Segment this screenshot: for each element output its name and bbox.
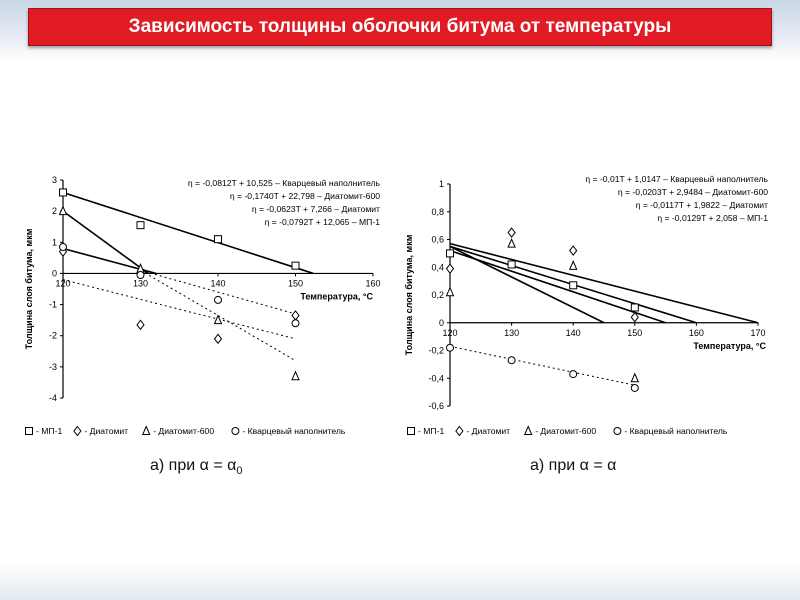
plot-area	[24, 175, 381, 436]
x-tick-label: 130	[132, 278, 149, 289]
data-point	[215, 296, 222, 303]
data-point	[631, 374, 638, 382]
x-tick-label: 130	[504, 327, 520, 338]
data-point	[631, 384, 638, 391]
chart-left	[18, 168, 384, 446]
caption-left-text: а) при α = α	[150, 457, 237, 474]
data-point	[447, 250, 454, 257]
legend-label: - Кварцевый наполнитель	[624, 426, 728, 436]
caption-right	[530, 457, 616, 475]
regression-equation: η = -0,0623T + 7,266 – Диатомит	[251, 204, 380, 214]
data-point	[60, 243, 67, 250]
legend-marker	[74, 427, 81, 436]
y-tick-label: 0,4	[431, 262, 444, 273]
trend-line	[450, 244, 758, 323]
caption-right-text: а) при α = α	[530, 457, 617, 474]
x-tick-label: 150	[627, 327, 643, 338]
legend-label: - МП-1	[36, 426, 63, 436]
legend-label: - Диатомит-600	[535, 426, 597, 436]
x-tick-label: 120	[55, 278, 71, 289]
legend-label: - Кварцевый наполнитель	[242, 426, 346, 436]
data-point	[215, 334, 222, 343]
x-tick-label: 160	[688, 327, 704, 338]
legend-marker	[232, 428, 239, 435]
footer-background	[0, 560, 800, 600]
y-tick-label: 0	[438, 317, 444, 328]
data-point	[215, 236, 222, 243]
slide-title: Зависимость толщины оболочки битума от температуры	[128, 16, 672, 37]
y-tick-label: 0,6	[431, 234, 444, 245]
data-point	[292, 311, 299, 320]
chart-right	[400, 168, 776, 446]
legend-marker	[614, 428, 621, 435]
caption-left-subscript: 0	[236, 465, 243, 478]
data-point	[447, 288, 454, 296]
trend-line	[63, 211, 148, 273]
y-tick-label: 0	[51, 268, 57, 279]
data-point	[137, 222, 144, 229]
trend-line	[450, 251, 666, 323]
y-tick-label: -3	[48, 361, 57, 372]
data-point	[137, 320, 144, 329]
data-point	[447, 264, 454, 273]
x-tick-label: 140	[210, 278, 226, 289]
data-point	[508, 228, 515, 237]
legend-marker	[408, 428, 415, 435]
data-point	[447, 344, 454, 351]
y-tick-label: -4	[48, 393, 57, 403]
caption-left	[150, 457, 242, 477]
y-tick-label: -0,4	[428, 373, 444, 384]
data-point	[292, 320, 299, 327]
y-tick-label: 0,2	[431, 290, 444, 300]
data-point	[137, 271, 144, 278]
y-tick-label: -0,6	[428, 401, 444, 411]
regression-equation: η = -0,0117T + 1,9822 – Диатомит	[635, 200, 768, 210]
data-point	[60, 207, 67, 215]
regression-equation: η = -0,0812T + 10,525 – Кварцевый наполнитель	[187, 178, 380, 188]
legend-label: - Диатомит-600	[153, 426, 215, 436]
y-tick-label: 3	[51, 175, 57, 185]
data-point	[508, 239, 515, 247]
data-point	[508, 261, 515, 268]
x-tick-label: 150	[287, 278, 304, 289]
trend-line	[141, 270, 296, 314]
y-tick-label: 0,8	[431, 206, 444, 217]
regression-equation: η = -0,01T + 1,0147 – Кварцевый наполнитель	[585, 174, 768, 184]
data-point	[292, 372, 299, 380]
data-point	[570, 282, 577, 289]
x-tick-label: 140	[565, 327, 581, 338]
y-axis-label: Толщина слоя битума, мкм	[24, 228, 34, 350]
legend-label: - Диатомит	[466, 426, 511, 436]
legend-marker	[143, 427, 150, 435]
y-tick-label: 2	[51, 206, 57, 217]
y-tick-label: 1	[51, 237, 57, 248]
legend-marker	[525, 427, 532, 435]
trend-line	[63, 280, 296, 339]
data-point	[292, 262, 299, 269]
plot-area	[404, 174, 769, 436]
data-point	[631, 304, 638, 311]
data-point	[570, 371, 577, 378]
y-tick-label: -2	[48, 330, 57, 341]
slide-title-bar	[28, 8, 772, 46]
regression-equation: η = -0,1740T + 22,798 – Диатомит-600	[229, 191, 380, 201]
legend-label: - МП-1	[418, 426, 445, 436]
y-tick-label: 1	[438, 179, 444, 189]
y-tick-label: -0,2	[428, 345, 444, 356]
y-tick-label: -1	[48, 299, 57, 310]
legend-label: - Диатомит	[84, 426, 129, 436]
x-tick-label: 170	[750, 327, 766, 338]
data-point	[60, 189, 67, 196]
data-point	[570, 246, 577, 255]
x-tick-label: 160	[365, 278, 381, 289]
x-tick-label: 120	[442, 327, 458, 338]
x-axis-label: Температура, °С	[693, 340, 766, 351]
chart-right-panel	[400, 168, 776, 446]
x-axis-label: Температура, °С	[300, 291, 373, 302]
regression-equation: η = -0,0129T + 2,058 – МП-1	[657, 213, 768, 223]
legend-marker	[26, 428, 33, 435]
trend-line	[450, 346, 635, 385]
chart-left-panel	[18, 168, 384, 446]
data-point	[508, 357, 515, 364]
legend-marker	[456, 427, 463, 436]
regression-equation: η = -0,0792T + 12,065 – МП-1	[264, 217, 380, 227]
regression-equation: η = -0,0203T + 2,9484 – Диатомит-600	[617, 187, 768, 197]
data-point	[570, 261, 577, 269]
data-point	[215, 316, 222, 324]
y-axis-label: Толщина слоя битума, мкм	[404, 234, 414, 356]
